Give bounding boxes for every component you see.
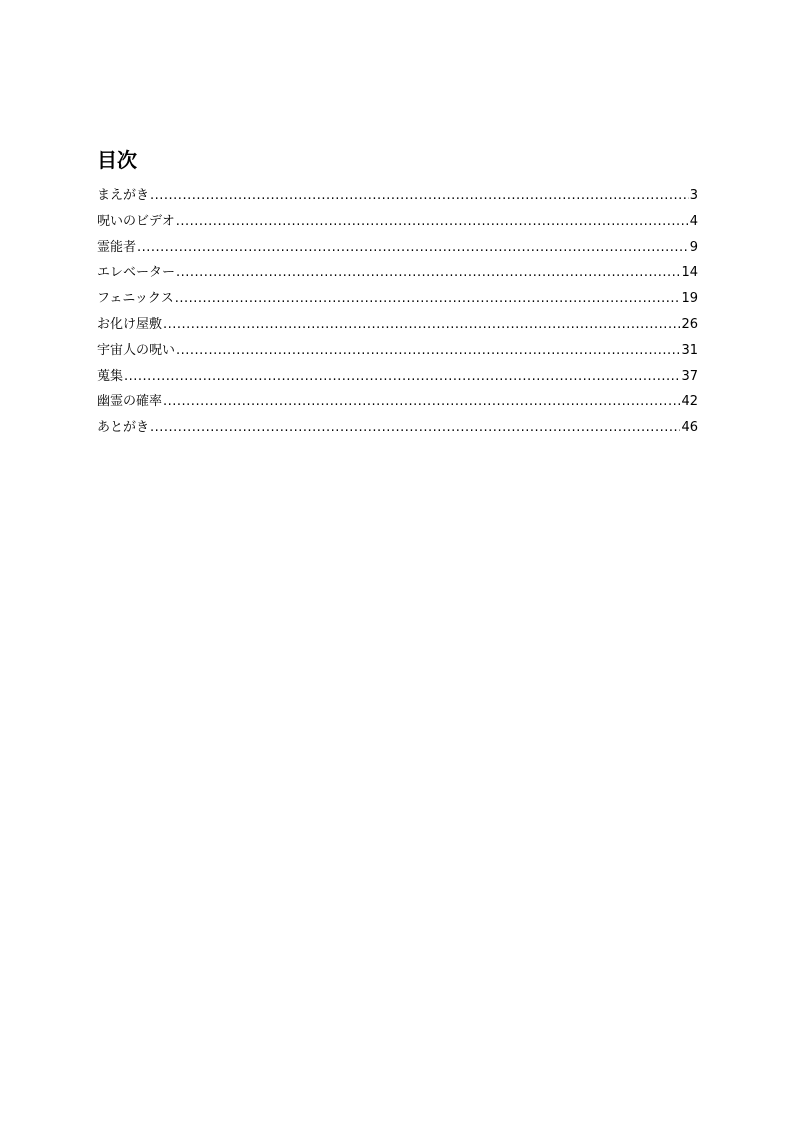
dot-leader	[163, 392, 680, 412]
toc-entry-label: まえがき	[97, 188, 150, 203]
toc-entry[interactable]	[97, 367, 698, 393]
toc-entry-label: あとがき	[97, 420, 150, 436]
toc-entry-label: 呪いのビデオ	[97, 213, 175, 229]
toc-entry[interactable]	[97, 289, 698, 315]
dot-leader	[150, 418, 680, 438]
toc-entry-page: 19	[681, 291, 698, 307]
toc-entry-label: 宇宙人の呪い	[97, 342, 176, 358]
toc-entry[interactable]	[97, 418, 698, 444]
toc-entry-label: 霊能者	[97, 239, 137, 255]
dot-leader	[150, 186, 689, 206]
toc-entry-page: 14	[681, 265, 698, 281]
toc-entry[interactable]	[97, 315, 698, 341]
toc-entry-label: フェニックス	[97, 291, 174, 307]
dot-leader	[176, 341, 680, 361]
toc-entry-label: 幽霊の確率	[97, 394, 163, 410]
toc-entry-page: 9	[689, 239, 698, 255]
table-of-contents	[97, 186, 698, 444]
toc-entry-page: 26	[681, 316, 698, 332]
toc-entry[interactable]	[97, 238, 698, 264]
toc-entry-page: 46	[681, 420, 698, 436]
toc-entry-page: 4	[689, 213, 698, 229]
toc-entry-label: お化け屋敷	[97, 316, 163, 332]
toc-entry-page: 37	[681, 368, 698, 384]
toc-entry-page: 31	[681, 342, 698, 358]
toc-entry[interactable]	[97, 186, 698, 212]
dot-leader	[124, 367, 680, 387]
dot-leader	[176, 212, 689, 232]
dot-leader	[175, 289, 681, 309]
dot-leader	[137, 238, 689, 258]
toc-entry-page: 42	[681, 394, 698, 410]
toc-entry-page: 3	[689, 188, 698, 203]
toc-entry[interactable]	[97, 212, 698, 238]
dot-leader	[163, 315, 680, 335]
dot-leader	[176, 263, 680, 283]
toc-entry-label: エレベーター	[97, 265, 176, 281]
toc-entry[interactable]	[97, 341, 698, 367]
toc-entry[interactable]	[97, 263, 698, 289]
toc-entry-label: 蒐集	[97, 368, 124, 384]
toc-title: 目次	[97, 148, 137, 172]
toc-entry[interactable]	[97, 392, 698, 418]
